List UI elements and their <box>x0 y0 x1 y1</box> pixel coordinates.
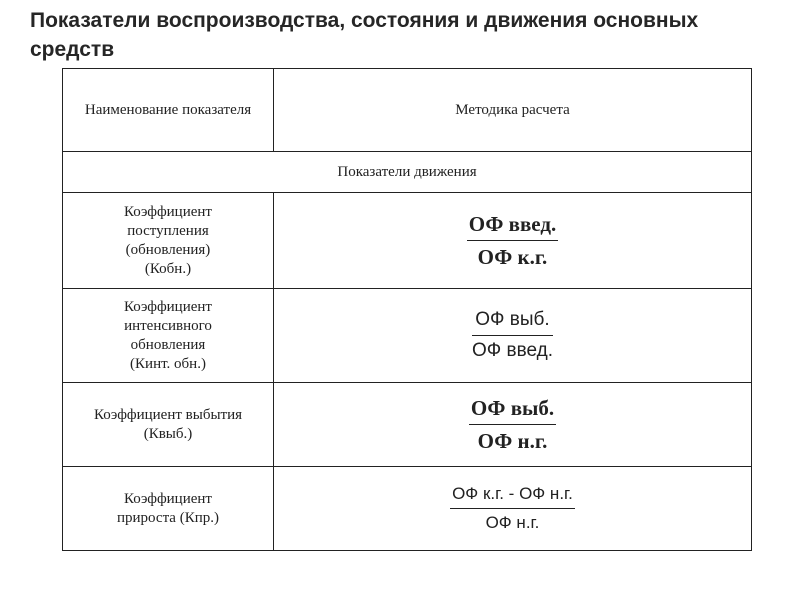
indicator-name <box>63 383 274 467</box>
page-title: Показатели воспроизводства, состояния и движения основных средств <box>30 9 699 61</box>
name-line: интенсивного <box>124 317 212 334</box>
indicator-name <box>63 467 274 551</box>
header-calculation-method: Методика расчета <box>274 69 752 152</box>
name-line: (обновления) <box>125 241 211 258</box>
name-line: прироста (Кпр.) <box>116 509 219 526</box>
indicators-table <box>62 68 752 551</box>
section-title: Показатели движения <box>63 152 752 193</box>
fraction-formula <box>467 211 558 270</box>
table-row <box>63 289 752 383</box>
fraction-formula <box>472 308 553 363</box>
fraction-formula <box>450 483 575 534</box>
header-indicator-name: Наименование показателя <box>63 69 274 152</box>
formula-cell <box>274 193 752 289</box>
name-line: Коэффициент <box>124 203 212 220</box>
indicator-name <box>63 193 274 289</box>
table-row <box>63 193 752 289</box>
table-row <box>63 383 752 467</box>
formula-denominator: ОФ н.г. <box>477 429 548 453</box>
formula-cell <box>274 467 752 551</box>
name-line: поступления <box>127 222 209 239</box>
formula-cell <box>274 383 752 467</box>
fraction-formula <box>469 395 556 454</box>
formula-denominator: ОФ введ. <box>472 340 553 361</box>
section-row <box>63 152 752 193</box>
formula-denominator: ОФ к.г. <box>477 245 548 269</box>
formula-cell <box>274 289 752 383</box>
formula-numerator: ОФ выб. <box>472 308 553 336</box>
table-header-row <box>63 69 752 152</box>
indicator-name <box>63 289 274 383</box>
formula-denominator: ОФ н.г. <box>485 513 540 532</box>
name-line: (Кинт. обн.) <box>130 355 206 372</box>
formula-numerator: ОФ к.г. - ОФ н.г. <box>450 483 575 509</box>
name-line: (Квыб.) <box>143 425 193 442</box>
name-line: Коэффициент выбытия <box>93 406 243 423</box>
table-row <box>63 467 752 551</box>
name-line: (Кобн.) <box>144 260 192 277</box>
name-line: обновления <box>130 336 206 353</box>
name-line: Коэффициент <box>124 490 212 507</box>
formula-numerator: ОФ введ. <box>467 211 558 241</box>
formula-numerator: ОФ выб. <box>469 395 556 425</box>
name-line: Коэффициент <box>124 298 212 315</box>
